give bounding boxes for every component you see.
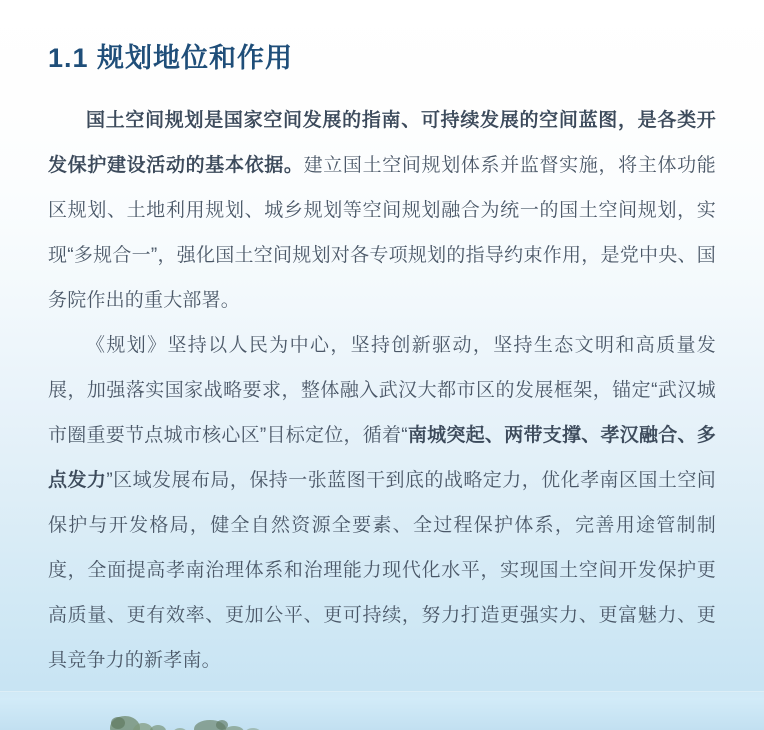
paragraph-plan-principles: [48, 323, 716, 683]
body-text: 《规划》坚持以人民为中心，坚持创新驱动，坚持生态文明和高质量发展，加强落实国家战略要求，整体融入武汉大都市区的发展框架，锚定“武汉城市圈重要节点城市核心区”目标定位，循着“: [48, 335, 716, 446]
body-text: 建立国土空间规划体系并监督实施，将主体功能区规划、土地利用规划、城乡规划等空间规划融合为统一的国土空间规划，实现“多规合一”，强化国土空间规划对各专项规划的指导约束作用，是党中央、国务院作出的重大部署。: [48, 155, 716, 311]
landscape-photo: [0, 691, 764, 730]
treetops-silhouette: [0, 690, 764, 730]
emphasis-text: 国土空间规划是国家空间发展的指南、可持续发展的空间蓝图，是各类开发保护建设活动的基本依据。: [48, 110, 716, 176]
section-heading: 1.1 规划地位和作用: [48, 43, 294, 73]
document-body: [48, 98, 716, 683]
paragraph-national-planning: [48, 98, 716, 323]
emphasis-text: 南城突起、两带支撑、孝汉融合、多点发力: [48, 425, 717, 491]
body-text: ”区域发展布局，保持一张蓝图干到底的战略定力，优化孝南区国土空间保护与开发格局，健全自然资源全要素、全过程保护体系，完善用途管制制度，全面提高孝南治理体系和治理能力现代化水平，实现国土空间开发保护更高质量、更有效率、更加公平、更可持续，努力打造更强实力、更富魅力、更具竞争力的新孝南。: [48, 470, 716, 671]
